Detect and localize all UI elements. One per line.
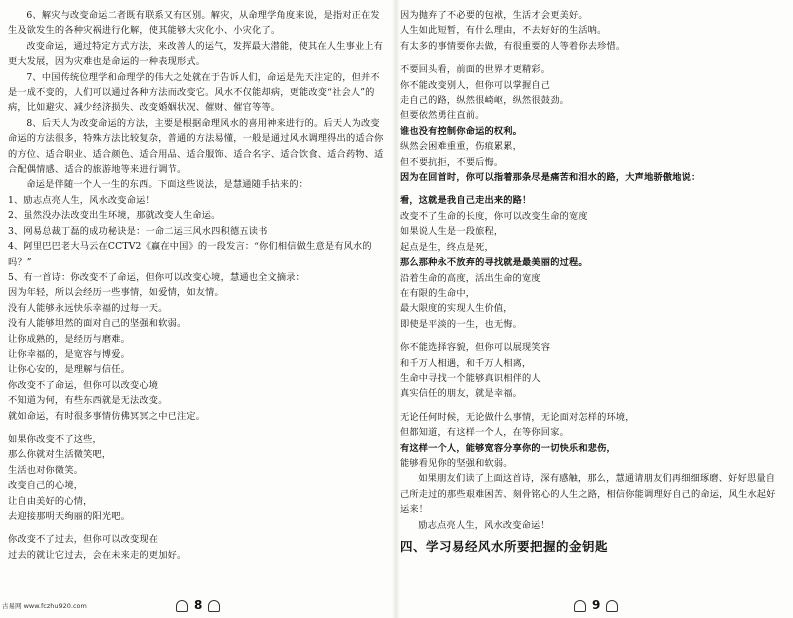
text-paragraph: 谁也没有控制你命运的权利。 xyxy=(400,125,523,137)
text-paragraph: 在有限的生命中， xyxy=(400,287,476,299)
section-heading: 四、学习易经风水所要把握的金钥匙 xyxy=(400,539,609,554)
text-paragraph: 因为年轻，所以会经历一些事情，如爱情，如友情。 xyxy=(8,287,224,299)
text-paragraph: 人生如此短暂，有什么理由，不去好好的生活呐。 xyxy=(400,25,607,37)
text-paragraph: 你改变不了命运，但你可以改变心境 xyxy=(8,379,159,391)
text-paragraph: 2、虽然没办法改变出生环境，那就改变人生命运。 xyxy=(8,210,221,222)
text-paragraph: 改变命运，通过特定方式方法，来改善人的运气，发挥最大潜能，使其在人生事业上有更大发展，因为灾难也是命运的一种表现形式。 xyxy=(8,40,384,68)
text-paragraph: 4、阿里巴巴老大马云在CCTV2《赢在中国》的一段发言：“你们相信做生意是有风水的吗？” xyxy=(8,241,372,268)
text-paragraph: 1、励志点亮人生，风水改变命运！ xyxy=(8,194,155,206)
right-page-text xyxy=(400,8,784,557)
text-paragraph: 你改变不了过去，但你可以改变现在 xyxy=(8,534,159,546)
text-paragraph: 因为在回首时，你可以指着那条尽是痛苦和泪水的路，大声地骄傲地说： xyxy=(400,172,701,184)
text-paragraph: 5、有一首诗：你改变不了命运，但你可以改变心境，慧通也全文摘录： xyxy=(8,271,306,283)
page-number-right: 9 xyxy=(568,598,624,612)
text-paragraph: 如果说人生是一段旅程， xyxy=(400,226,504,238)
text-paragraph: 沿着生命的高度，活出生命的宽度 xyxy=(400,272,541,284)
text-paragraph: 8、后天人为改变命运的方法，主要是根据命理风水的喜用神来进行的。后天人为改变命运的方法很多，特殊方法比较复杂，普通的方法易懂，一般是通过风水调理得出的适合你的方位、适合职业、适合颜色、适合用品、适合服饰、适合名字、适合饮食、适合药物、适合配偶情感、适合的旅游地等来进行调节。 xyxy=(8,117,384,176)
ornament-icon xyxy=(606,600,618,612)
text-paragraph: 那么那种永不放弃的寻找就是最美丽的过程。 xyxy=(400,257,588,269)
text-paragraph: 起点是生，终点是死， xyxy=(400,241,494,253)
text-paragraph: 看，这就是我自己走出来的路！ xyxy=(400,195,532,207)
text-paragraph: 让你心安的，是理解与信任。 xyxy=(8,364,131,376)
text-paragraph: 过去的就让它过去，会在未来走的更加好。 xyxy=(8,549,187,561)
text-paragraph: 命运是伴随一个人一生的东西。下面这些说法，是慧通随手拈来的： xyxy=(26,179,309,191)
text-paragraph: 6、解灾与改变命运二者既有联系又有区别。解灾，从命理学角度来说，是指对正在发生及欲发生的各种灾祸进行化解，使其能够大灾化小、小灾化了。 xyxy=(8,10,380,37)
text-paragraph: 那么你就对生活微笑吧， xyxy=(8,449,112,461)
paragraph-spacer xyxy=(400,332,784,340)
text-paragraph: 不要回头看，前面的世界才更精彩。 xyxy=(400,64,551,76)
text-paragraph: 最大限度的实现人生价值， xyxy=(400,303,513,315)
text-paragraph: 无论任何时候，无论做什么事情，无论面对怎样的环境， xyxy=(400,411,635,423)
paragraph-spacer xyxy=(400,185,784,193)
paragraph-spacer xyxy=(400,54,784,62)
text-paragraph: 3、网易总裁丁磊的成功秘诀是：一命二运三风水四积德五读书 xyxy=(8,225,268,237)
text-paragraph: 但不要抗拒，不要后悔。 xyxy=(400,156,504,168)
text-paragraph: 如果朋友们读了上面这首诗，深有感触，那么，慧通请朋友们再细细琢磨、好好思量自己所走过的那些艰难困苦、刻骨铭心的人生之路，相信你能调理好自己的命运，风生水起好运来！ xyxy=(400,473,776,516)
ornament-icon xyxy=(176,600,188,612)
text-paragraph: 让你幸福的，是宽容与博爱。 xyxy=(8,348,131,360)
text-paragraph: 因为抛弃了不必要的包袱，生活才会更美好。 xyxy=(400,10,588,21)
text-paragraph: 让自由美好的心情， xyxy=(8,495,93,507)
left-page-text xyxy=(8,8,386,563)
text-paragraph: 你不能改变别人，但你可以掌握自己 xyxy=(400,79,551,91)
right-page xyxy=(396,0,793,618)
text-paragraph: 真实信任的朋友，就是幸福。 xyxy=(400,388,523,400)
text-paragraph: 纵然会困难重重，伤痕累累， xyxy=(400,141,523,153)
left-page xyxy=(0,0,396,618)
text-paragraph: 改变不了生命的长度，你可以改变生命的宽度 xyxy=(400,210,588,222)
watermark: 古易网 www.fczhu920.com xyxy=(2,602,87,610)
text-paragraph: 你不能选择容貌，但你可以展现笑容 xyxy=(400,342,551,354)
text-paragraph: 不知道为何，有些东西就是无法改变。 xyxy=(8,395,168,407)
text-paragraph: 生活也对你微笑。 xyxy=(8,464,84,476)
text-paragraph: 就如命运，有时很多事情仿佛冥冥之中已注定。 xyxy=(8,410,206,422)
paragraph-spacer xyxy=(400,402,784,410)
text-paragraph: 如果你改变不了这些， xyxy=(8,433,102,445)
text-paragraph: 没有人能够永远快乐幸福的过每一天。 xyxy=(8,302,168,314)
text-paragraph: 走自己的路，纵然很崎岖，纵然很鼓劲。 xyxy=(400,95,569,107)
text-paragraph: 7、中国传统位理学和命理学的伟大之处就在于告诉人们，命运是先天注定的，但并不是一成不变的，人们可以通过各种方法而改变它。风水不仅能却病，更能改变“社会人”的病，比如避灾、减少经济损失、改变婚姻状况、催财、催官等等。 xyxy=(8,71,380,114)
text-paragraph: 励志点亮人生，风水改变命运！ xyxy=(418,519,550,531)
text-paragraph: 能够看见你的坚强和软弱。 xyxy=(400,457,513,469)
text-paragraph: 生命中寻找一个能够真识相伴的人 xyxy=(400,372,541,384)
paragraph-spacer xyxy=(8,424,386,432)
text-paragraph: 但都知道，有这样一个人，在等你回家。 xyxy=(400,427,569,439)
ornament-icon xyxy=(208,600,220,612)
paragraph-spacer xyxy=(8,524,386,532)
text-paragraph: 但要依然勇往直前。 xyxy=(400,110,485,122)
page-number-left: 8 xyxy=(170,598,226,612)
text-paragraph: 有这样一个人，能够宽容分享你的一切快乐和悲伤， xyxy=(400,442,616,454)
text-paragraph: 即使是平淡的一生，也无悔。 xyxy=(400,318,523,330)
ornament-icon xyxy=(574,600,586,612)
text-paragraph: 去迎接那明天绚丽的阳光吧。 xyxy=(8,511,131,522)
text-paragraph: 让你成熟的，是经历与磨难。 xyxy=(8,333,131,345)
text-paragraph: 改变自己的心境， xyxy=(8,480,84,492)
text-paragraph: 有太多的事情要你去做，有很重要的人等着你去珍惜。 xyxy=(400,40,626,52)
text-paragraph: 和千万人相遇，和千万人相离， xyxy=(400,357,532,369)
text-paragraph: 没有人能够坦然的面对自己的坚强和软弱。 xyxy=(8,318,187,330)
